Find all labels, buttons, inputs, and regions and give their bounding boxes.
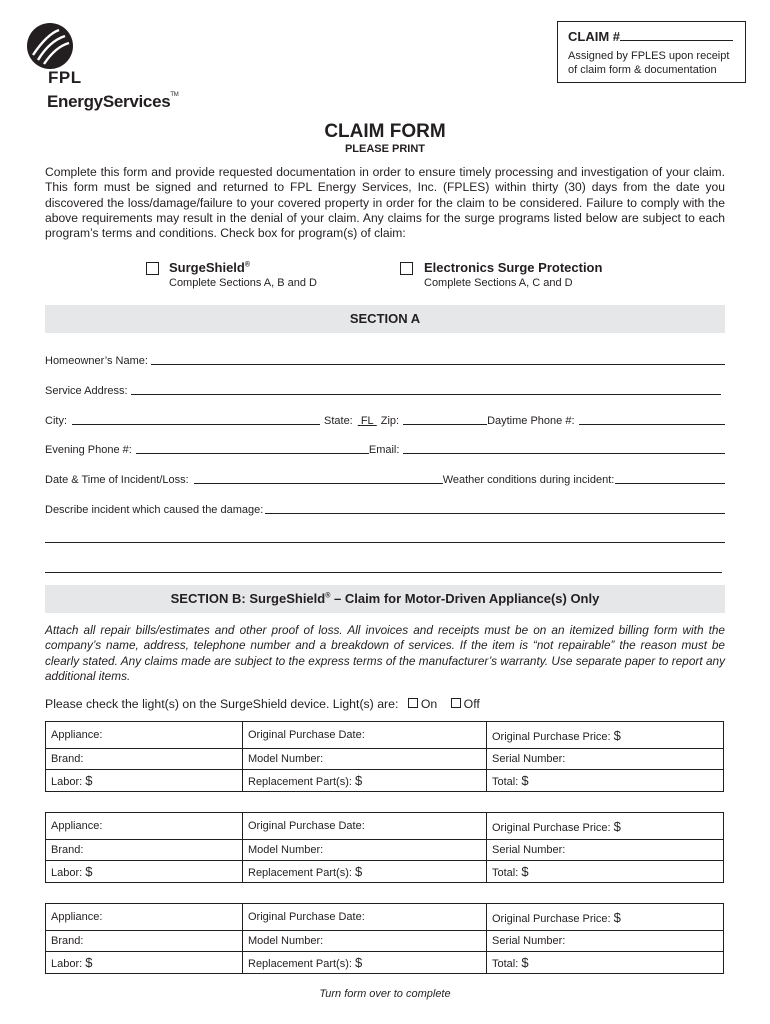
model-cell[interactable]: Model Number:: [243, 749, 487, 770]
purchase-date-cell[interactable]: Original Purchase Date:: [243, 813, 487, 840]
brand-cell[interactable]: Brand:: [46, 840, 243, 861]
appliance-cell[interactable]: Appliance:: [46, 722, 243, 749]
electronics-surge-sections: Complete Sections A, C and D: [424, 277, 573, 289]
homeowner-row: [45, 353, 725, 367]
address-label: Service Address:: [45, 385, 128, 397]
appliance-cell[interactable]: Appliance:: [46, 904, 243, 931]
email-field[interactable]: [403, 452, 725, 454]
section-b-heading: SECTION B: SurgeShield® – Claim for Motor-Driven Appliance(s) Only: [45, 585, 725, 613]
incident-date-label: Date & Time of Incident/Loss:: [45, 474, 189, 486]
total-cell[interactable]: Total: $: [487, 861, 724, 883]
incident-row: [45, 472, 725, 486]
describe-field-line-3[interactable]: [45, 572, 722, 573]
electronics-surge-program-label: Electronics Surge Protection: [424, 260, 603, 275]
model-cell[interactable]: Model Number:: [243, 931, 487, 952]
serial-cell[interactable]: Serial Number:: [487, 931, 724, 952]
appliance-table-1: [45, 721, 724, 792]
city-label: City:: [45, 415, 67, 427]
day-phone-label: Daytime Phone #:: [487, 415, 575, 427]
evening-phone-row: [45, 442, 725, 456]
appliance-cell[interactable]: Appliance:: [46, 813, 243, 840]
appliance-table-3: [45, 903, 724, 974]
purchase-price-cell[interactable]: Original Purchase Price: $: [487, 722, 724, 749]
homeowner-field[interactable]: [151, 363, 725, 365]
parts-cell[interactable]: Replacement Part(s): $: [243, 770, 487, 792]
zip-label: Zip:: [380, 415, 400, 427]
state-label: State:: [324, 415, 353, 427]
electronics-surge-checkbox[interactable]: [400, 262, 413, 275]
intro-paragraph: Complete this form and provide requested documentation in order to ensure timely processing and investigation of your claim. This form must be signed and returned to FPL Energy Services, Inc. (FPLES) within thirty (30) days from the date you discovered the loss/damage/failure to your covered property in order for the claim to be considered. Failure to comply with the above requirements may result in the denial of your claim. Any claims for the surge programs listed below are subject to each program’s terms and conditions. Check box for program(s) of claim:: [45, 165, 725, 241]
address-field[interactable]: [131, 393, 721, 395]
light-on-checkbox[interactable]: [408, 698, 418, 708]
email-label: Email:: [368, 444, 400, 456]
page-title: CLAIM FORM: [324, 121, 446, 142]
surgeshield-program-label: SurgeShield®: [169, 260, 251, 275]
labor-cell[interactable]: Labor: $: [46, 861, 243, 883]
light-off-label: Off: [463, 697, 480, 711]
surgeshield-checkbox[interactable]: [146, 262, 159, 275]
city-row: [45, 413, 725, 427]
brand-cell[interactable]: Brand:: [46, 749, 243, 770]
section-b-instructions: Attach all repair bills/estimates and other proof of loss. All invoices and receipts must be on an itemized billing form with the company’s name, address, telephone number and a breakdown of services. If the item is “not repairable” the reason must be clearly stated. Any claims made are subject to the express terms of the manufacturer’s warranty. Use separate paper to report any additional items.: [45, 623, 725, 683]
light-off-checkbox[interactable]: [451, 698, 461, 708]
purchase-price-cell[interactable]: Original Purchase Price: $: [487, 813, 724, 840]
claim-number-box: [557, 21, 746, 83]
purchase-date-cell[interactable]: Original Purchase Date:: [243, 722, 487, 749]
weather-label: Weather conditions during incident:: [442, 474, 615, 486]
lights-prompt: Please check the light(s) on the SurgeShield device. Light(s) are:: [45, 697, 399, 711]
serial-cell[interactable]: Serial Number:: [487, 840, 724, 861]
parts-cell[interactable]: Replacement Part(s): $: [243, 861, 487, 883]
describe-field[interactable]: [265, 512, 725, 514]
state-value[interactable]: FL: [360, 415, 374, 427]
logo-division: EnergyServices™: [47, 92, 179, 111]
describe-field-line-2[interactable]: [45, 542, 725, 543]
describe-row: [45, 502, 725, 516]
surgeshield-sections: Complete Sections A, B and D: [169, 277, 317, 289]
brand-cell[interactable]: Brand:: [46, 931, 243, 952]
total-cell[interactable]: Total: $: [487, 770, 724, 792]
evening-phone-field[interactable]: [136, 452, 369, 454]
total-cell[interactable]: Total: $: [487, 952, 724, 974]
purchase-price-cell[interactable]: Original Purchase Price: $: [487, 904, 724, 931]
city-field[interactable]: [72, 423, 320, 425]
claim-number-field[interactable]: [620, 28, 733, 41]
page-subtitle: PLEASE PRINT: [344, 143, 426, 155]
incident-date-field[interactable]: [194, 482, 443, 484]
day-phone-field[interactable]: [579, 423, 726, 425]
parts-cell[interactable]: Replacement Part(s): $: [243, 952, 487, 974]
labor-cell[interactable]: Labor: $: [46, 952, 243, 974]
zip-field[interactable]: [403, 423, 487, 425]
section-a-heading: SECTION A: [45, 305, 725, 333]
model-cell[interactable]: Model Number:: [243, 840, 487, 861]
labor-cell[interactable]: Labor: $: [46, 770, 243, 792]
evening-phone-label: Evening Phone #:: [45, 444, 132, 456]
purchase-date-cell[interactable]: Original Purchase Date:: [243, 904, 487, 931]
fpl-logo-icon: [26, 22, 74, 70]
homeowner-label: Homeowner’s Name:: [45, 355, 148, 367]
lights-row: [45, 697, 480, 711]
footer-note: Turn form over to complete: [319, 988, 451, 1000]
appliance-table-2: [45, 812, 724, 883]
weather-field[interactable]: [615, 482, 725, 484]
logo-brand: FPL: [48, 68, 82, 87]
address-row: [45, 383, 725, 397]
describe-label: Describe incident which caused the damage:: [45, 504, 264, 516]
claim-number-note: Assigned by FPLES upon receipt of claim form & documentation: [568, 50, 730, 76]
light-on-label: On: [420, 697, 438, 711]
claim-number-label: CLAIM #: [568, 29, 620, 44]
serial-cell[interactable]: Serial Number:: [487, 749, 724, 770]
